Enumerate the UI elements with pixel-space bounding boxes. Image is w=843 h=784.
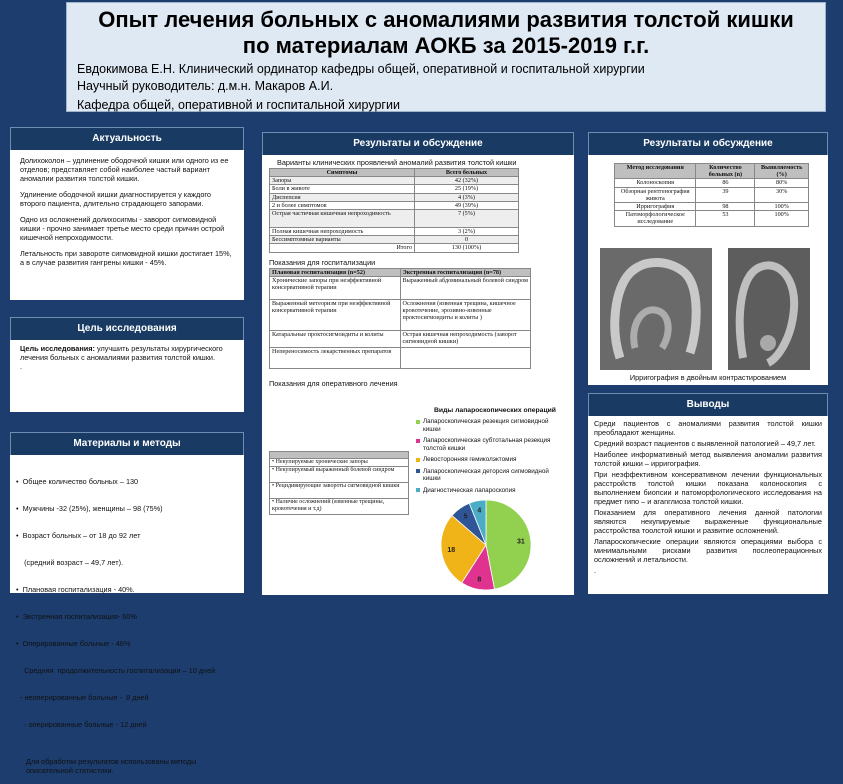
table-row xyxy=(270,347,531,368)
legend-label: Левосторонняя гемиколэктомия xyxy=(423,456,517,463)
poster-header xyxy=(66,2,826,112)
hosp-header: Плановая госпитализация (n=52) xyxy=(270,268,401,276)
conclusion-paragraph: Лапароскопические операции являются операциями выбора с минимальными рисками развития послеоперационных осложнений и летальности. xyxy=(594,537,822,564)
table-cell: Выраженный метеоризм при неэффективной консервативной терапии xyxy=(270,299,401,330)
table-cell: 98 xyxy=(696,203,755,211)
variants-table xyxy=(269,168,519,253)
methods-item: • Мужчины -32 (25%), женщины – 98 (75%) xyxy=(16,504,163,513)
table-cell: 4 (3%) xyxy=(415,193,519,201)
results-panel-1 xyxy=(262,155,574,595)
table-cell: 53 xyxy=(696,211,755,226)
table-cell: Ирригография xyxy=(615,203,696,211)
pie-value-label: 18 xyxy=(447,546,456,554)
table-row xyxy=(270,185,519,193)
methods-detect-table xyxy=(614,163,809,227)
table-cell: Острая кишечная непроходимость (заворот сигмовидной кишки) xyxy=(400,330,531,347)
detect-header: Выявляемость (%) xyxy=(755,164,809,179)
table-cell xyxy=(400,347,531,368)
detect-header: Количество больных (n) xyxy=(696,164,755,179)
table-row xyxy=(270,236,519,244)
table-cell: Обзорная рентгенография живота xyxy=(615,187,696,202)
legend-entry xyxy=(416,418,566,433)
table-cell: • Наличие осложнений (язвенные трещины, кровотечения и т.д) xyxy=(270,499,409,515)
table-cell: 49 (39%) xyxy=(415,201,519,209)
pie-value-label: 8 xyxy=(477,576,482,584)
aim-panel xyxy=(10,340,244,412)
table-row xyxy=(270,276,531,299)
table-cell: Катаральные проктосигмоидиты и колиты xyxy=(270,330,401,347)
methods-item: - неоперированные больные - 8 дней xyxy=(16,693,149,702)
conclusions-heading: Выводы xyxy=(588,393,828,417)
table-cell: 3 (2%) xyxy=(415,228,519,236)
table-cell: Непереносимость лекарственных препаратов xyxy=(270,347,401,368)
poster-title-line1: Опыт лечения больных с аномалиями развития толстой кишки xyxy=(98,7,794,32)
chart-legend xyxy=(416,418,566,498)
table-row xyxy=(615,179,809,187)
methods-item: - оперированные больные - 12 дней xyxy=(16,720,147,729)
table-cell: Патоморфологическое исследование xyxy=(615,211,696,226)
variants-table-title: Варианты клинических проявлений аномалий развития толстой кишки xyxy=(277,158,517,167)
table-cell: Бессимптомные варианты xyxy=(270,236,415,244)
aim-heading: Цель исследования xyxy=(10,317,244,341)
table-cell: Запоры xyxy=(270,177,415,185)
legend-entry xyxy=(416,487,566,495)
variants-header: Симптомы xyxy=(270,169,415,177)
table-cell: 80% xyxy=(755,179,809,187)
legend-label: Лапароскопическая субтотальная резекция толстой кишки xyxy=(423,437,551,452)
hosp-table-title: Показания для госпитализации xyxy=(269,257,376,267)
table-row xyxy=(270,193,519,201)
methods-item: (средний возраст – 49,7 лет). xyxy=(16,558,124,567)
table-cell: Боли в животе xyxy=(270,185,415,193)
pie-chart xyxy=(436,497,536,593)
aim-text: улучшить результаты хирургического лечения больных с аномалиями развития толстой кишки. xyxy=(20,344,223,362)
table-row xyxy=(270,467,409,483)
legend-swatch xyxy=(416,439,420,443)
relevance-paragraph: Долихоколон – удлинение ободочной кишки или одного из ее отделов; представляет собой наиболее частый вариант аномалии развития толстой кишки. xyxy=(20,156,229,183)
legend-entry xyxy=(416,437,566,452)
table-row xyxy=(270,177,519,185)
table-row xyxy=(270,483,409,499)
department-line: Кафедра общей, оперативной и госпитальной хирургии xyxy=(77,98,400,112)
aim-label: Цель исследования: xyxy=(20,344,95,353)
variants-header: Всего больных xyxy=(415,169,519,177)
relevance-paragraph: Летальность при завороте сигмовидной кишки достигает 15%, а в случае развития гангрены кишки - 45%. xyxy=(20,249,232,267)
legend-label: Диагностическая лапароскопия xyxy=(423,486,516,494)
conclusion-paragraph: Показанием для оперативного лечения данной патологии являются некупируемые выраженные функциональные расстройства тоолстой кишки и развитие осложнений. xyxy=(594,508,822,535)
table-cell: • Некупируемые хронические запоры xyxy=(270,459,409,467)
table-row xyxy=(615,203,809,211)
conclusion-paragraph: Среди пациентов с аномалиями развития толстой кишки преобладают женщины. xyxy=(594,419,822,437)
methods-panel xyxy=(10,455,244,775)
methods-item: • Плановая госпитализация - 40%. xyxy=(16,585,135,594)
conclusions-panel xyxy=(588,416,828,594)
table-row xyxy=(615,211,809,226)
relevance-panel xyxy=(10,150,244,300)
pie-value-label: 5 xyxy=(463,513,468,521)
xray-image-right xyxy=(728,248,810,370)
hosp-table xyxy=(269,268,531,369)
table-cell: 130 (100%) xyxy=(415,244,519,252)
table-row xyxy=(270,299,531,330)
results-panel-2 xyxy=(588,155,828,385)
table-cell: 100% xyxy=(755,211,809,226)
table-row xyxy=(270,459,409,467)
table-cell: 39 xyxy=(696,187,755,202)
pie-value-label: 4 xyxy=(477,507,482,515)
table-cell: • Некупируемый выраженный болевой синдром xyxy=(270,467,409,483)
oper-indications-table xyxy=(269,451,409,515)
table-cell: 25 (19%) xyxy=(415,185,519,193)
legend-swatch xyxy=(416,488,420,492)
table-row xyxy=(615,187,809,202)
table-row xyxy=(270,244,519,252)
table-cell: 86 xyxy=(696,179,755,187)
table-cell: Колоноскопия xyxy=(615,179,696,187)
table-cell: Хронические запоры при неэффективной консервативной терапии xyxy=(270,276,401,299)
xray-image-left xyxy=(600,248,712,370)
supervisor-line: Научный руководитель: д.м.н. Макаров А.И. xyxy=(77,79,334,93)
pie-value-label: 31 xyxy=(517,538,525,546)
methods-item: • Общее количество больных – 130 xyxy=(16,477,139,486)
table-cell: 100% xyxy=(755,203,809,211)
methods-item: • Экстренная госпитализация- 60% xyxy=(16,612,137,621)
methods-note: Для обработки результатов использованы методы описательной статистики. xyxy=(26,757,197,775)
conclusion-paragraph: . xyxy=(594,566,597,575)
table-cell: Выраженный абдоминальный болевой синдром xyxy=(400,276,531,299)
relevance-paragraph: Удлинение ободочной кишки диагностируется у каждого второго пациента, длительно страдающего запорами. xyxy=(20,190,211,208)
oper-title: Показания для оперативного лечения xyxy=(269,378,398,388)
conclusion-paragraph: Наиболее информативный метод выявления аномалии развития толстой кишки – ирригография. xyxy=(594,450,822,468)
relevance-heading: Актуальность xyxy=(10,127,244,151)
table-cell: Диспепсия xyxy=(270,193,415,201)
relevance-paragraph: Одно из осложнений долихосигмы - заворот сигмовидной кишки - прочно занимает третье место среди причин острой кишечной непроходимости. xyxy=(20,215,225,242)
methods-item: Средняя продолжительность госпитализации – 10 дней xyxy=(16,666,216,675)
table-cell: Итого xyxy=(270,244,415,252)
detect-header: Метод исследования xyxy=(615,164,696,179)
aim-dot: . xyxy=(20,362,23,371)
table-cell: 2 и более симптомов xyxy=(270,201,415,209)
table-cell: Полная кишечная непроходимость xyxy=(270,228,415,236)
methods-item: • Возраст больных – от 18 до 92 лет xyxy=(16,531,141,540)
table-cell: Осложнения (язвенная трещина, кишечное кровотечение, эрозивно-язвенные проктосигмоидиты и колиты ) xyxy=(400,299,531,330)
legend-label: Лапароскопическая деторсия сигмовидной кишки xyxy=(423,467,549,482)
table-cell: Острая частичная кишечная непроходимость xyxy=(270,210,415,228)
table-row xyxy=(270,499,409,515)
legend-swatch xyxy=(416,420,420,424)
hosp-header: Экстренная госпитализация (n=78) xyxy=(400,268,531,276)
results-heading-1: Результаты и обсуждение xyxy=(262,132,574,156)
methods-item: • Оперированные больные - 46% xyxy=(16,639,131,648)
legend-swatch xyxy=(416,469,420,473)
table-cell: 7 (5%) xyxy=(415,210,519,228)
results-heading-2: Результаты и обсуждение xyxy=(588,132,828,156)
legend-label: Лапароскопическая резекция сигмовидной кишки xyxy=(423,418,549,433)
author-line: Евдокимова Е.Н. Клинический ординатор кафедры общей, оперативной и госпитальной хирургии xyxy=(77,62,645,76)
legend-swatch xyxy=(416,458,420,462)
table-cell: • Рецидивирующие завороты сигмовидной кишки xyxy=(270,483,409,499)
table-cell: 30% xyxy=(755,187,809,202)
legend-entry xyxy=(416,468,566,483)
table-row xyxy=(270,228,519,236)
conclusion-paragraph: При неэффективном консервативном лечении функциональных расстройств толстой кишки показана колоноскопия с выполнением биопсии и патоморфологического исследования на предмет гипо – и агanглиоза толстой кишки. xyxy=(594,470,822,506)
methods-heading: Материалы и методы xyxy=(10,432,244,456)
legend-entry xyxy=(416,456,566,464)
poster-title-line2: по материалам АОКБ за 2015-2019 г.г. xyxy=(242,33,650,58)
table-cell: 0 xyxy=(415,236,519,244)
chart-title: Виды лапароскопических операций xyxy=(434,407,556,414)
conclusion-paragraph: Средний возраст пациентов с выявленной патологией – 49,7 лет. xyxy=(594,439,816,448)
xray-caption: Ирригография в двойным контрастированием xyxy=(629,373,787,382)
table-row xyxy=(270,330,531,347)
table-row xyxy=(270,210,519,228)
table-row xyxy=(270,201,519,209)
table-cell: 42 (32%) xyxy=(415,177,519,185)
